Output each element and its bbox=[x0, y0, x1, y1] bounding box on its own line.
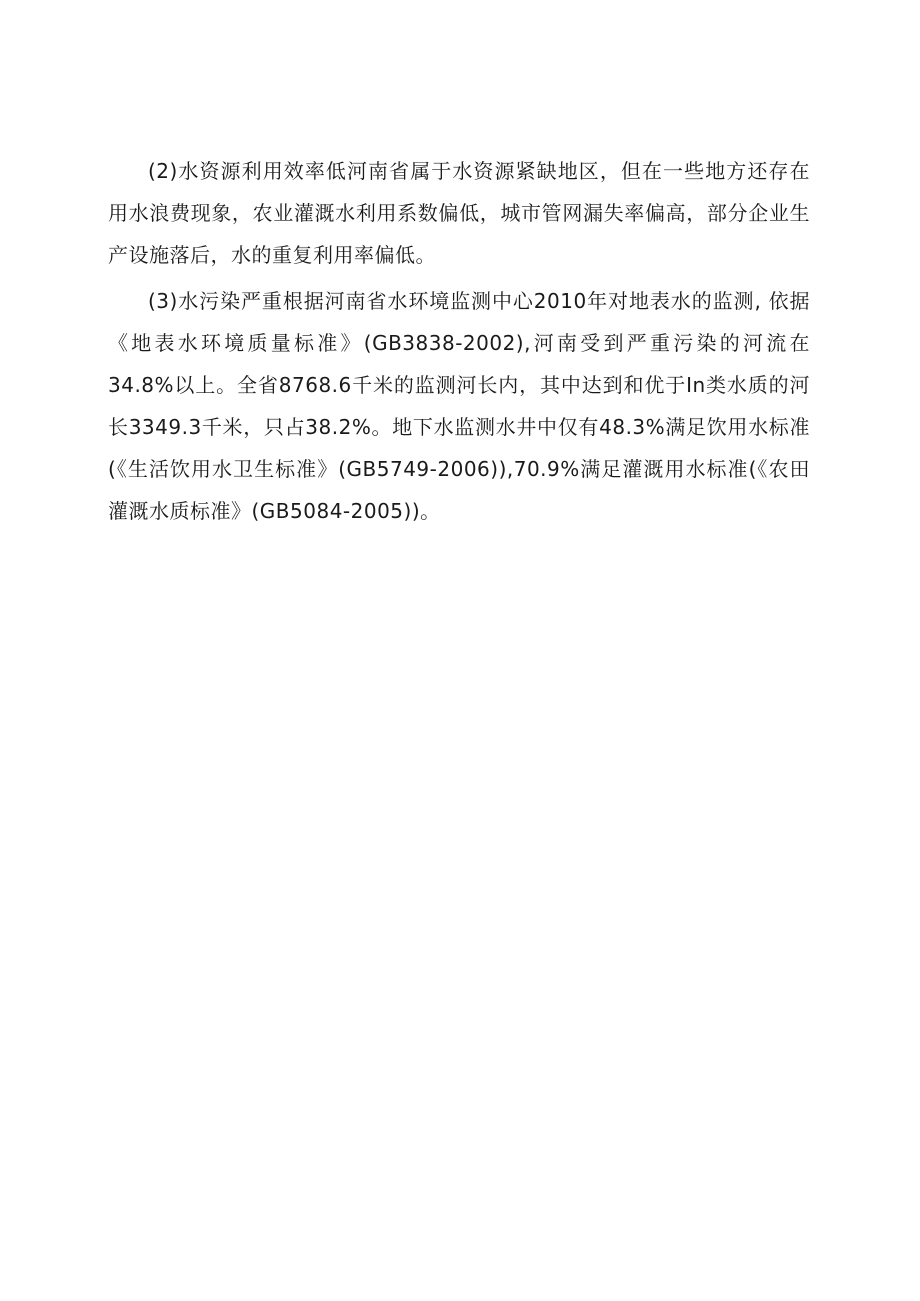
paragraph-water-efficiency: (2)水资源利用效率低河南省属于水资源紧缺地区，但在一些地方还存在用水浪费现象，农业灌溉水利用系数偏低，城市管网漏失率偏高，部分企业生产设施落后，水的重复利用率偏低。 bbox=[108, 159, 810, 267]
paragraph-water-pollution: (3)水污染严重根据河南省水环境监测中心2010年对地表水的监测, 依据《地表水环境质量标准》(GB3838-2002),河南受到严重污染的河流在34.8%以上。全省8768.6千米的监测河长内，其中达到和优于In类水质的河长3349.3千米，只占38.2%。地下水监测水井中仅有48.3%满足饮用水标准(《生活饮用水卫生标准》(GB5749-2006)),70.9%满足灌溉用水标准(《农田灌溉水质标准》(GB5084-2005))。 bbox=[108, 289, 810, 523]
document-body bbox=[108, 150, 810, 532]
